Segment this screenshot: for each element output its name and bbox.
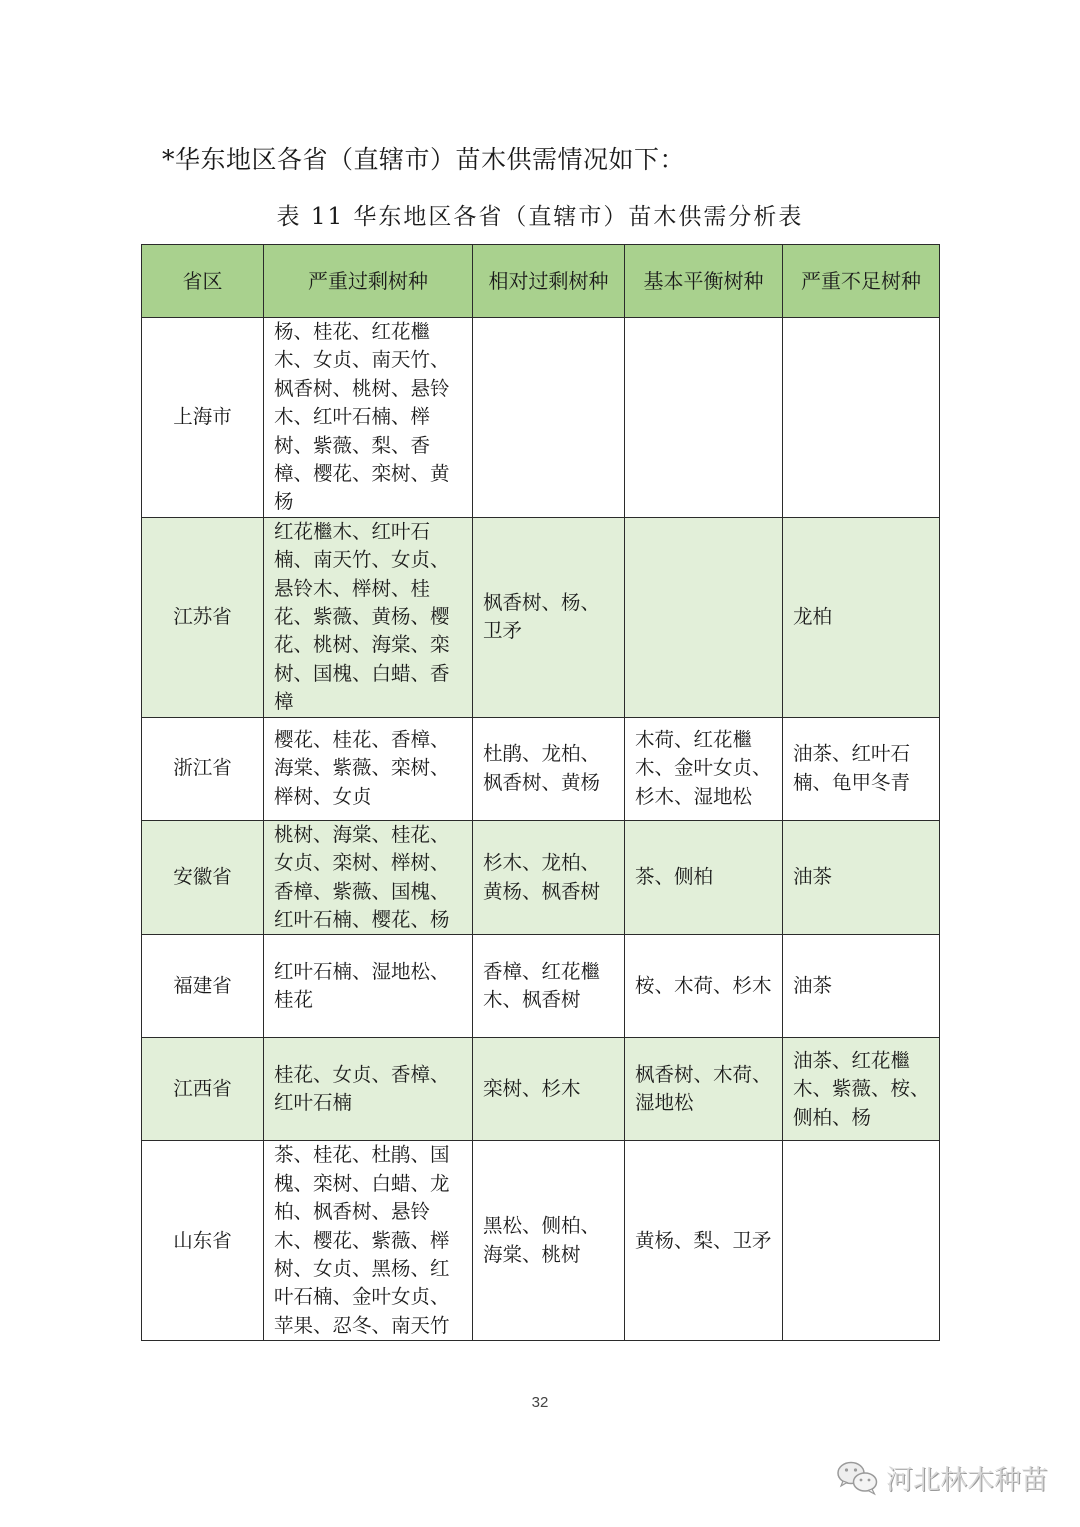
wechat-icon: [836, 1460, 880, 1496]
cell-severe-surplus: 樱花、桂花、香樟、海棠、紫薇、栾树、榉树、女贞: [264, 717, 473, 820]
cell-severe-shortage: 油茶、红花檵木、紫薇、桉、侧柏、杨: [783, 1038, 940, 1141]
cell-severe-surplus: 桃树、海棠、桂花、女贞、栾树、榉树、香樟、紫薇、国槐、红叶石楠、樱花、杨: [264, 820, 473, 935]
table-row: [142, 1038, 940, 1141]
header-severe-surplus: 严重过剩树种: [264, 245, 473, 318]
cell-province: 安徽省: [142, 820, 264, 935]
cell-severe-shortage: 龙柏: [783, 517, 940, 717]
table-row: [142, 1141, 940, 1341]
cell-province: 江苏省: [142, 517, 264, 717]
page-number: 32: [531, 1394, 549, 1411]
cell-relative-surplus: 黑松、侧柏、海棠、桃树: [473, 1141, 625, 1341]
nursery-supply-demand-table: [141, 244, 940, 1341]
cell-severe-surplus: 红花檵木、红叶石楠、南天竹、女贞、悬铃木、榉树、桂花、紫薇、黄杨、樱花、桃树、海棠、栾树、国槐、白蜡、香樟: [264, 517, 473, 717]
cell-severe-shortage: 油茶、红叶石楠、龟甲冬青: [783, 717, 940, 820]
cell-relative-surplus: 栾树、杉木: [473, 1038, 625, 1141]
cell-balanced: 茶、侧柏: [625, 820, 783, 935]
watermark-text: 河北林木种苗: [886, 1465, 1048, 1496]
cell-province: 福建省: [142, 935, 264, 1038]
cell-balanced: 木荷、红花檵木、金叶女贞、杉木、湿地松: [625, 717, 783, 820]
cell-relative-surplus: 枫香树、杨、卫矛: [473, 517, 625, 717]
cell-severe-shortage: 油茶: [783, 820, 940, 935]
header-province: 省区: [142, 245, 264, 318]
table-row: [142, 935, 940, 1038]
cell-severe-shortage: 油茶: [783, 935, 940, 1038]
cell-balanced: 黄杨、梨、卫矛: [625, 1141, 783, 1341]
cell-balanced: [625, 517, 783, 717]
intro-text: *华东地区各省（直辖市）苗木供需情况如下：: [162, 145, 686, 174]
cell-province: 浙江省: [142, 717, 264, 820]
table-row: [142, 318, 940, 518]
cell-province: 山东省: [142, 1141, 264, 1341]
cell-severe-surplus: 红叶石楠、湿地松、桂花: [264, 935, 473, 1038]
table-row: [142, 717, 940, 820]
table-caption: 表 11 华东地区各省（直辖市）苗木供需分析表: [276, 204, 804, 230]
cell-province: 江西省: [142, 1038, 264, 1141]
cell-severe-surplus: 茶、桂花、杜鹃、国槐、栾树、白蜡、龙柏、枫香树、悬铃木、樱花、紫薇、榉树、女贞、黑杨、红叶石楠、金叶女贞、苹果、忍冬、南天竹: [264, 1141, 473, 1341]
cell-balanced: 桉、木荷、杉木: [625, 935, 783, 1038]
table-row: [142, 820, 940, 935]
cell-balanced: 枫香树、木荷、湿地松: [625, 1038, 783, 1141]
cell-severe-surplus: 杨、桂花、红花檵木、女贞、南天竹、枫香树、桃树、悬铃木、红叶石楠、榉树、紫薇、梨、香樟、樱花、栾树、黄杨: [264, 318, 473, 518]
cell-severe-shortage: [783, 1141, 940, 1341]
cell-relative-surplus: [473, 318, 625, 518]
cell-balanced: [625, 318, 783, 518]
header-balanced: 基本平衡树种: [625, 245, 783, 318]
cell-severe-surplus: 桂花、女贞、香樟、红叶石楠: [264, 1038, 473, 1141]
cell-severe-shortage: [783, 318, 940, 518]
header-severe-shortage: 严重不足树种: [783, 245, 940, 318]
header-relative-surplus: 相对过剩树种: [473, 245, 625, 318]
cell-relative-surplus: 杜鹃、龙柏、枫香树、黄杨: [473, 717, 625, 820]
table-row: [142, 517, 940, 717]
table-header-row: [142, 245, 940, 318]
cell-province: 上海市: [142, 318, 264, 518]
cell-relative-surplus: 香樟、红花檵木、枫香树: [473, 935, 625, 1038]
cell-relative-surplus: 杉木、龙柏、黄杨、枫香树: [473, 820, 625, 935]
watermark: [836, 1458, 1048, 1497]
